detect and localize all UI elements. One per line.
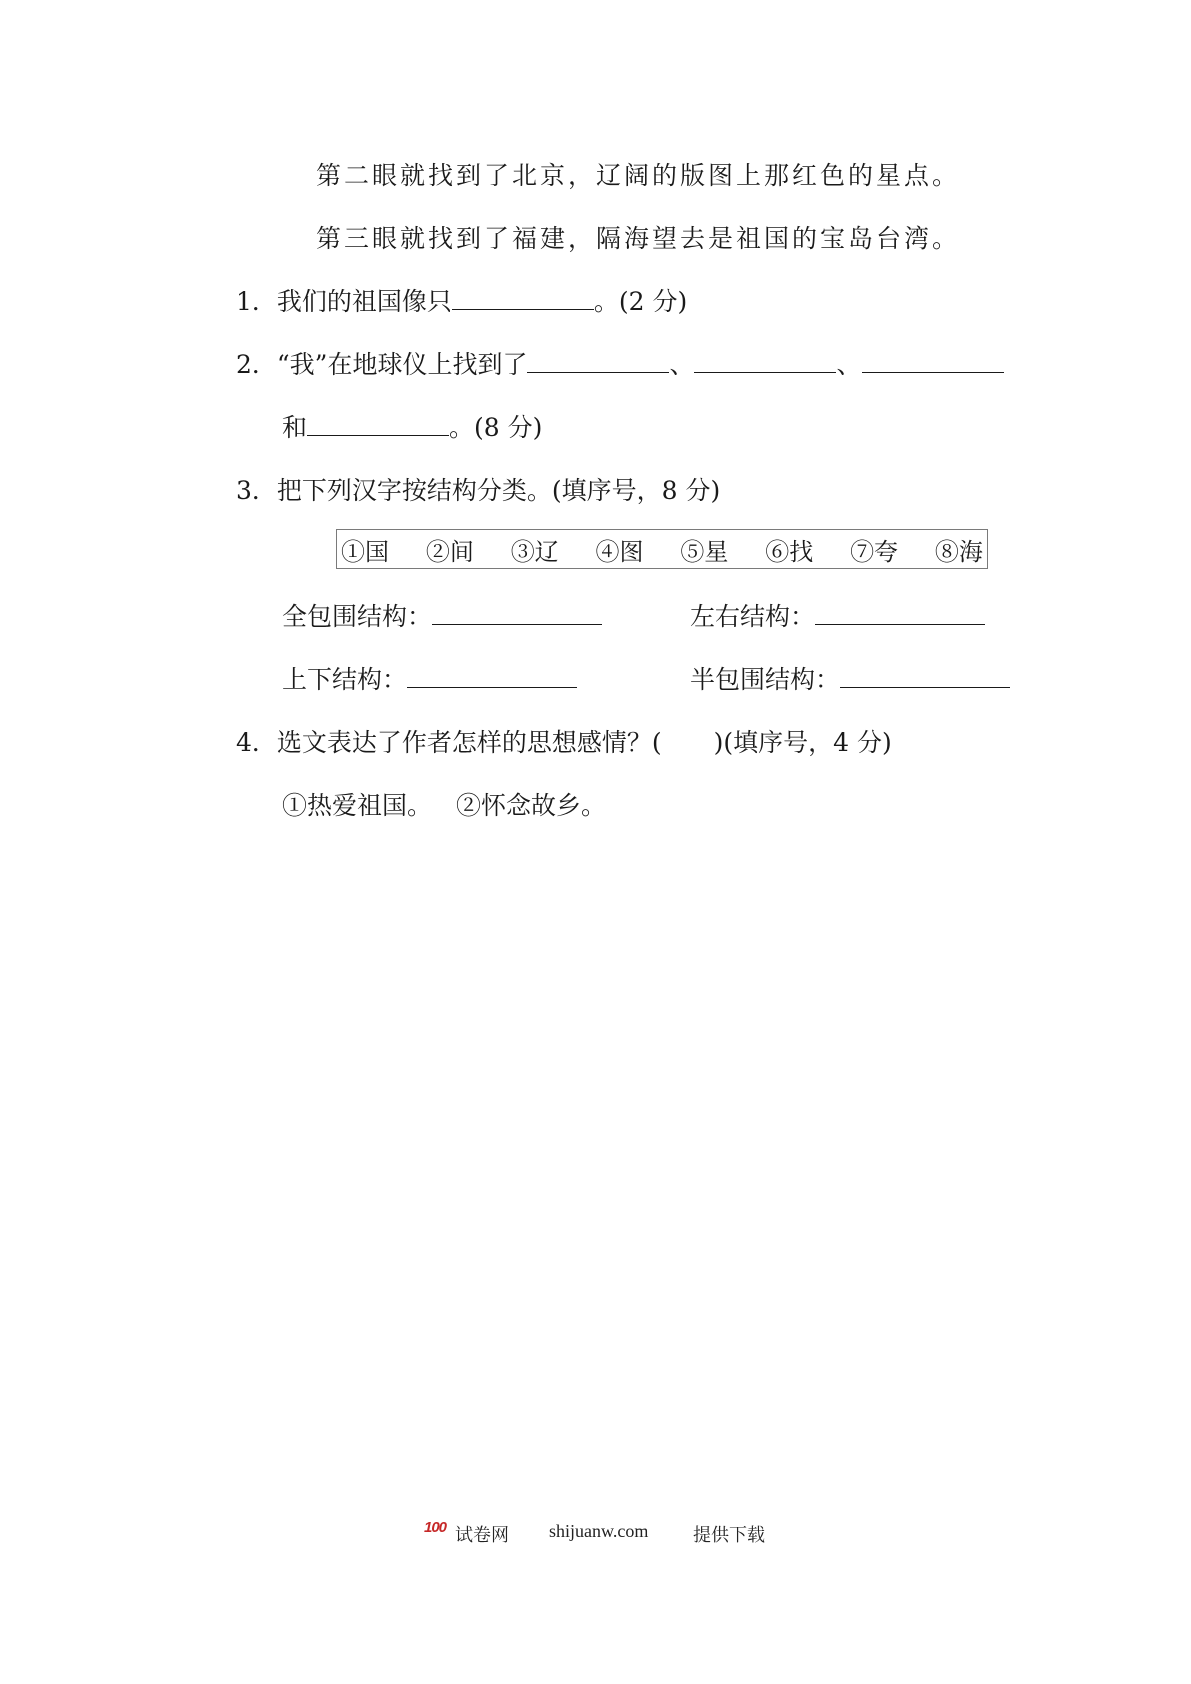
site-logo-number: 100 <box>424 1519 447 1536</box>
answer-blank[interactable] <box>862 348 1004 373</box>
answer-blank[interactable] <box>432 600 602 625</box>
top-bottom-row <box>282 663 577 697</box>
answer-blank[interactable] <box>840 663 1010 688</box>
question-text: “我”在地球仪上找到了 <box>276 350 528 379</box>
left-right-row <box>690 600 985 634</box>
answer-blank[interactable] <box>407 663 577 688</box>
question-score: 。(2 分) <box>593 287 688 316</box>
question-number: 2． <box>236 350 277 379</box>
question-text: 和 <box>282 413 308 442</box>
question-4-options <box>282 789 606 823</box>
question-2-continued <box>282 411 542 445</box>
character-box <box>336 529 988 569</box>
char-item: ⑦夸 <box>850 537 899 566</box>
question-4 <box>236 726 892 760</box>
option-1: ①热爱祖国。 <box>282 791 433 820</box>
question-text: 选文表达了作者怎样的思想感情？( <box>276 728 662 757</box>
separator: 、 <box>669 350 695 379</box>
question-2 <box>236 348 1004 382</box>
char-item: ⑥找 <box>765 537 814 566</box>
question-number: 1． <box>236 287 277 316</box>
provide-download-text: 提供下载 <box>693 1525 765 1545</box>
structure-label: 全包围结构： <box>282 602 433 631</box>
site-url: shijuanw.com <box>549 1521 649 1541</box>
question-text: 我们的祖国像只 <box>276 287 452 316</box>
char-item: ⑤星 <box>680 537 729 566</box>
char-item: ③辽 <box>510 537 559 566</box>
full-enclosure-row <box>282 600 602 634</box>
answer-blank[interactable] <box>307 411 449 436</box>
site-logo-text: 试卷网 <box>455 1525 509 1545</box>
question-number: 3． <box>236 476 277 505</box>
char-item: ④图 <box>595 537 644 566</box>
question-1 <box>236 285 687 319</box>
answer-blank[interactable] <box>527 348 669 373</box>
answer-blank[interactable] <box>452 285 594 310</box>
separator: 、 <box>836 350 862 379</box>
question-3 <box>236 474 720 508</box>
structure-label: 半包围结构： <box>690 665 841 694</box>
question-score: )(填序号，4 分) <box>713 728 892 757</box>
char-item: ①国 <box>341 537 389 566</box>
poem-line-2: 第二眼就找到了北京，辽阔的版图上那红色的星点。 <box>316 161 961 190</box>
char-item: ⑧海 <box>934 537 983 566</box>
option-2: ②怀念故乡。 <box>456 791 607 820</box>
structure-label: 上下结构： <box>282 665 408 694</box>
structure-label: 左右结构： <box>690 602 816 631</box>
char-item: ②间 <box>425 537 474 566</box>
question-number: 4． <box>236 728 277 757</box>
half-enclosure-row <box>690 663 1010 697</box>
footer <box>0 1519 1191 1549</box>
question-text: 把下列汉字按结构分类。(填序号，8 分) <box>276 476 721 505</box>
answer-blank[interactable] <box>815 600 985 625</box>
poem-line-3: 第三眼就找到了福建，隔海望去是祖国的宝岛台湾。 <box>316 224 961 253</box>
question-score: 。(8 分) <box>449 413 543 442</box>
answer-blank[interactable] <box>694 348 836 373</box>
